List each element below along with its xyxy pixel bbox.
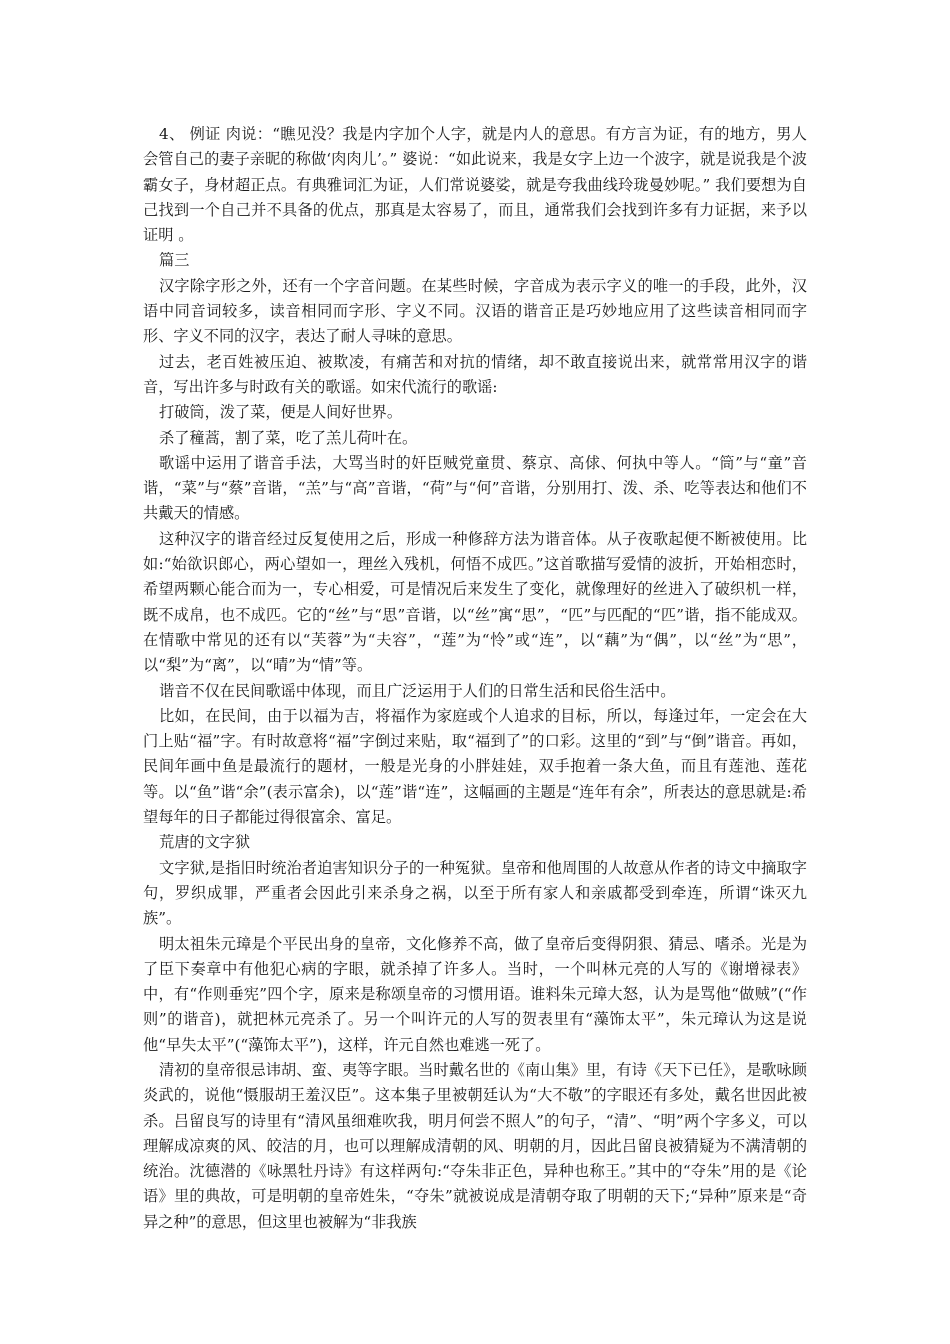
paragraph-qing-emperors: 清初的皇帝很忌讳胡、蛮、夷等字眼。当时戴名世的《南山集》里，有诗《天下已任》，是歌咏顾炎武的，说他“慑服胡王羞汉臣”。这本集子里被朝廷认为“大不敬”的字眼还有多处，戴名世因此被杀。吕留良写的诗里有“清风虽细难吹我，明月何尝不照人”的句子，“清”、“明”两个字多义，可以理解成凉爽的风、皎洁的月，也可以理解成清朝的风、明朝的月，因此吕留良被猜疑为不满清朝的统治。沈德潜的《咏黑牡丹诗》有这样两句:“夺朱非正色，异种也称王。”其中的“夺朱”用的是《论语》里的典故，可是明朝的皇帝姓朱，“夺朱”就被说成是清朝夺取了明朝的天下;“异种”原来是“奇异之种”的意思，但这里也被解为“非我族 (143, 1060, 807, 1231)
document-body (143, 122, 807, 1235)
paragraph-homophone-intro: 汉字除字形之外，还有一个字音问题。在某些时候，字音成为表示字义的唯一的手段，此外，汉语中同音词较多，读音相同而字形、字义不同。汉语的谐音正是巧妙地应用了这些读音相同而字形、字义不同的汉字，表达了耐人寻味的意思。 (143, 276, 807, 346)
paragraph-song-explanation: 歌谣中运用了谐音手法，大骂当时的奸臣贼党童贯、蔡京、高俅、何执中等人。“筒”与“童”音谐，“菜”与“蔡”音谐，“羔”与“高”音谐，“荷”与“何”音谐，分别用打、泼、杀、吃等表达和他们不共戴天的情感。 (143, 453, 807, 523)
paragraph-zhu-yuanzhang: 明太祖朱元璋是个平民出身的皇帝，文化修养不高，做了皇帝后变得阴狠、猜忌、嗜杀。光是为了臣下奏章中有他犯心病的字眼，就杀掉了许多人。当时，一个叫林元亮的人写的《谢增禄表》中，有“作则垂宪”四个字，原来是称颂皇帝的习惯用语。谁料朱元璋大怒，认为是骂他“做贼”(“作则”的谐音)，就把林元亮杀了。另一个叫许元的人写的贺表里有“藻饰太平”，朱元璋认为这是说他“早失太平”(“藻饰太平”)，这样，许元自然也难逃一死了。 (143, 934, 807, 1054)
paragraph-folk-songs: 过去，老百姓被压迫、被欺凌，有痛苦和对抗的情绪，却不敢直接说出来，就常常用汉字的谐音，写出许多与时政有关的歌谣。如宋代流行的歌谣: (143, 352, 807, 396)
paragraph-literary-inquisition-def: 文字狱,是指旧时统治者迫害知识分子的一种冤狱。皇帝和他周围的人故意从作者的诗文中摘取字句，罗织成罪，严重者会因此引来杀身之祸，以至于所有家人和亲戚都受到牵连，所谓“诛灭九族”。 (143, 858, 807, 928)
section-heading-literary-inquisition: 荒唐的文字狱 (159, 833, 251, 852)
paragraph-homophone-style: 这种汉字的谐音经过反复使用之后，形成一种修辞方法为谐音体。从子夜歌起便不断被使用。比如:“始欲识郎心，两心望如一，理丝入残机，何悟不成匹。”这首歌描写爱情的波折，开始相恋时，希望两颗心能合而为一，专心相爱，可是情况后来发生了变化，就像理好的丝进入了破织机一样，既不成帛，也不成匹。它的“丝”与“思”音谐，以“丝”寓“思”，“匹”与匹配的“匹”谐，指不能成双。在情歌中常见的还有以“芙蓉”为“夫容”，“莲”为“怜”或“连”，以“藕”为“偶”，以“丝”为“思”，以“梨”为“离”，以“晴”为“情”等。 (143, 529, 807, 675)
paragraph-song-line-2: 杀了穜蒿，割了菜，吃了羔儿荷叶在。 (159, 428, 418, 447)
paragraph-example-4: 4、 例证 肉说：“瞧见没？我是内字加个人字，就是内人的意思。有方言为证，有的地方，男人会管自己的妻子亲昵的称做‘肉肉儿’。” 婆说：“如此说来，我是女字上边一个波字，就是说我是个波霸女子，身材超正点。有典雅词汇为证，人们常说婆娑，就是夸我曲线玲珑曼妙呢。” 我们要想为自己找到一个自己并不具备的优点，那真是太容易了，而且，通常我们会找到许多有力证据，来予以证明 。 (143, 125, 807, 245)
paragraph-fu-character: 比如，在民间，由于以福为吉，将福作为家庭或个人追求的目标，所以，每逢过年，一定会在大门上贴“福”字。有时故意将“福”字倒过来贴，取“福到了”的口彩。这里的“到”与“倒”谐音。再如，民间年画中鱼是最流行的题材，一般是光身的小胖娃娃，双手抱着一条大鱼，而且有莲池、莲花等。以“鱼”谐“余”(表示富余)，以“莲”谐“连”，这幅画的主题是“连年有余”，所表达的意思就是:希望每年的日子都能过得很富余、富足。 (143, 706, 807, 827)
paragraph-daily-life: 谐音不仅在民间歌谣中体现，而且广泛运用于人们的日常生活和民俗生活中。 (159, 681, 676, 700)
section-heading-pian-san: 篇三 (159, 251, 190, 270)
paragraph-song-line-1: 打破筒，泼了菜，便是人间好世界。 (159, 403, 402, 422)
